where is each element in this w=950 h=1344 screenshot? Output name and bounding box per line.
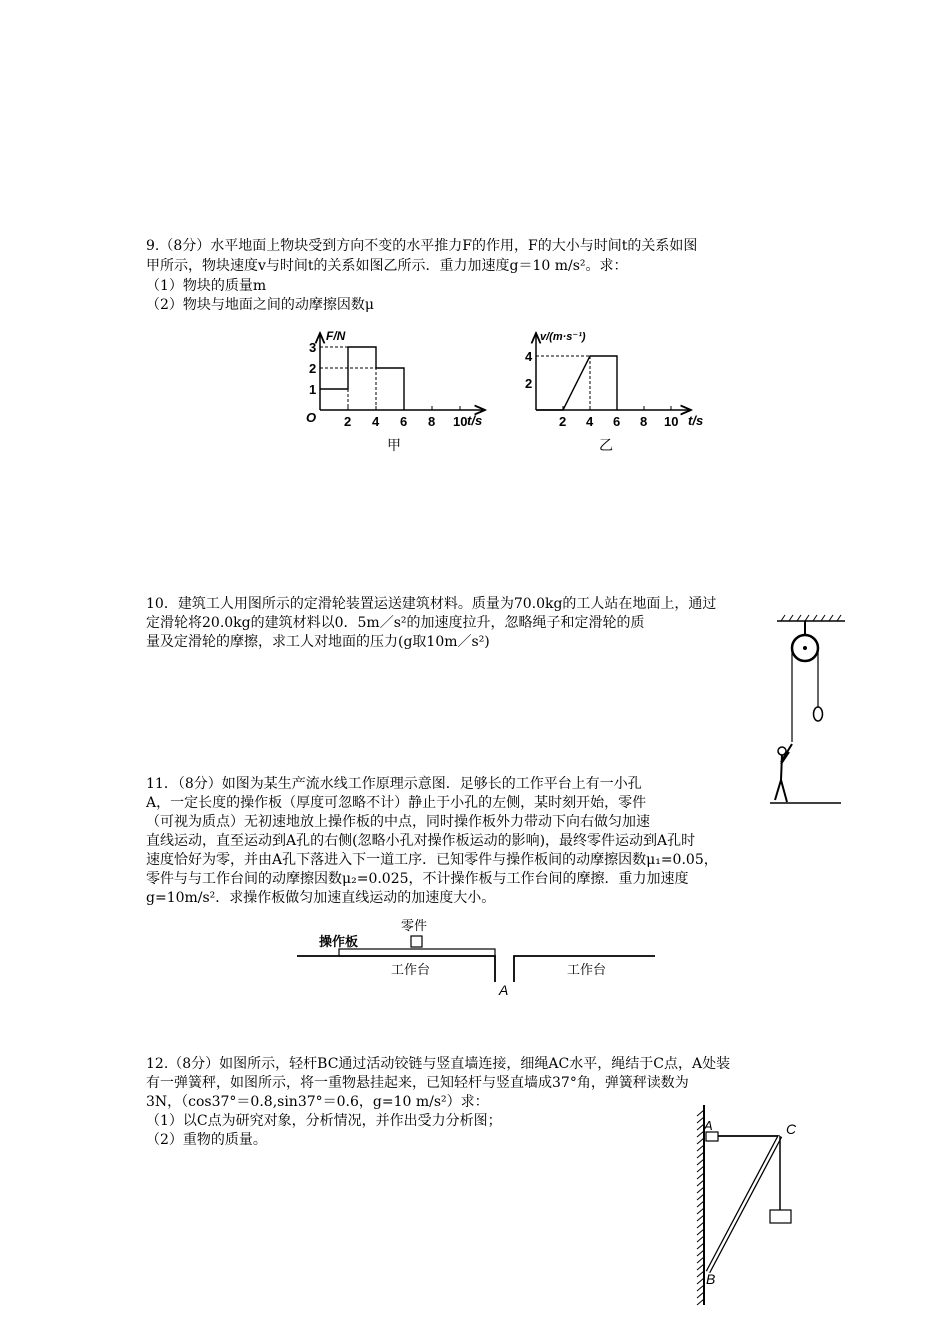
chartB-xtick-label-8: 8	[640, 414, 648, 429]
wall-hatch-mark	[697, 1285, 704, 1291]
chart-a-ylabel: F/N	[326, 329, 346, 343]
wall-hatch-mark	[697, 1229, 704, 1235]
pulley-axle	[803, 646, 807, 650]
point-c-label: C	[786, 1121, 797, 1137]
wall-hatch-mark	[697, 1187, 704, 1193]
spring-scale	[706, 1132, 718, 1141]
chartB-xtick-label-2: 2	[559, 414, 567, 429]
wall-hatch-mark	[697, 1145, 704, 1151]
wall-hatching	[697, 1110, 704, 1305]
q12-line-2: 有一弹簧秤，如图所示，将一重物悬挂起来，已知轻杆与竖直墙成37°角，弹簧秤读数为	[146, 1075, 689, 1091]
wall-hatch-mark	[697, 1215, 704, 1221]
chart-force-time	[300, 325, 500, 455]
hole-label: A	[499, 982, 509, 997]
q10-line-3: 量及定滑轮的摩擦，求工人对地面的压力(g取10m／s²)	[146, 634, 490, 650]
wall-hatch-mark	[697, 1152, 704, 1158]
rod-wall-figure	[680, 1100, 810, 1312]
chart-a-caption: 甲	[387, 437, 401, 453]
q9-line-4: （2）物块与地面之间的动摩擦因数μ	[146, 297, 375, 313]
wall-hatch-mark	[697, 1138, 704, 1144]
q11-line-7: g=10m/s²．求操作板做匀加速直线运动的加速度大小。	[146, 890, 496, 906]
chart-a-origin: O	[306, 410, 317, 425]
q12-line-4: （1）以C点为研究对象，分析情况，并作出受力分析图；	[146, 1113, 502, 1129]
wall-hatch-mark	[697, 1159, 704, 1165]
wall-hatch-mark	[697, 1271, 704, 1277]
q9-line-2: 甲所示，物块速度v与时间t的关系如图乙所示．重力加速度g＝10 m/s²。求：	[146, 258, 628, 274]
q10-line-2: 定滑轮将20.0kg的建筑材料以0．5m／s²的加速度拉升，忽略绳子和定滑轮的质	[146, 615, 645, 631]
wall-hatch-mark	[697, 1201, 704, 1207]
q9-line-3: （1）物块的质量m	[146, 278, 267, 294]
chartB-xtick-label-6: 6	[613, 414, 621, 429]
material-load	[814, 707, 823, 721]
q11-line-2: A，一定长度的操作板（厚度可忽略不计）静止于小孔的左侧，某时刻开始，零件	[146, 795, 647, 811]
q12-line-3: 3N，（cos37°＝0.8,sin37°＝0.6，g=10 m/s²）求：	[146, 1094, 489, 1110]
chartA-xtick-label-6: 6	[400, 414, 408, 429]
table-left-label: 工作台	[391, 962, 431, 977]
wall-hatch-mark	[697, 1292, 704, 1298]
q11-line-3: （可视为质点）无初速地放上操作板的中点，同时操作板外力带动下向右做匀加速	[146, 814, 650, 830]
wall-hatch-mark	[697, 1299, 704, 1305]
chartB-ytick-label-4: 4	[525, 349, 533, 364]
operation-board	[339, 949, 495, 956]
q9-line-1: 9.（8分）水平地面上物块受到方向不变的水平推力F的作用，F的大小与时间t的关系如图	[146, 238, 698, 254]
weight-block	[770, 1210, 791, 1223]
q10-line-1: 10．建筑工人用图所示的定滑轮装置运送建筑材料。质量为70.0kg的工人站在地面上，通过	[146, 596, 717, 612]
part-block	[411, 936, 422, 947]
chartB-ytick-label-2: 2	[525, 376, 533, 391]
wall-hatch-mark	[697, 1250, 704, 1256]
wall-hatch-mark	[697, 1194, 704, 1200]
wall-hatch-mark	[697, 1117, 704, 1123]
chartA-xtick-label-8: 8	[428, 414, 436, 429]
q12-line-5: （2）重物的质量。	[146, 1132, 267, 1148]
wall-hatch-mark	[697, 1222, 704, 1228]
chartA-ytick-label-3: 3	[309, 340, 317, 355]
chart-velocity-time	[516, 325, 716, 455]
board-label: 操作板	[319, 934, 359, 949]
wall-hatch-mark	[697, 1166, 704, 1172]
q11-line-5: 速度恰好为零，并由A孔下落进入下一道工序．已知零件与操作板间的动摩擦因数μ₁=0.05，	[146, 852, 718, 868]
wall-hatch-mark	[697, 1124, 704, 1130]
chart-b-series-v	[536, 356, 617, 410]
part-label: 零件	[401, 918, 428, 933]
wall-hatch-mark	[697, 1110, 704, 1116]
ceiling-hatching	[781, 615, 841, 621]
worker-body	[775, 744, 792, 802]
q11-line-1: 11．（8分）如图为某生产流水线工作原理示意图．足够长的工作平台上有一小孔	[146, 776, 642, 792]
q11-line-6: 零件与与工作台间的动摩擦因数μ₂=0.025，不计操作板与工作台间的摩擦．重力加速度	[146, 871, 689, 887]
wall-hatch-mark	[697, 1131, 704, 1137]
chartB-xtick-label-4: 4	[586, 414, 594, 429]
chartA-xtick-label-4: 4	[372, 414, 380, 429]
chart-a-series-f	[320, 347, 404, 410]
point-a-label: A	[704, 1118, 713, 1133]
q12-line-1: 12.（8分）如图所示，轻杆BC通过活动铰链与竖直墙连接，细绳AC水平，绳结于C点，A处装	[146, 1056, 731, 1072]
point-b-label: B	[706, 1271, 716, 1287]
wall-hatch-mark	[697, 1236, 704, 1242]
chartA-ytick-label-1: 1	[309, 382, 317, 397]
chart-b-caption: 乙	[599, 437, 613, 453]
q11-line-4: 直线运动，直至运动到A孔的右侧(忽略小孔对操作板运动的影响)，最终零件运动到A孔时	[146, 833, 696, 849]
workbench-figure	[295, 912, 660, 997]
chart-a-xlabel: t/s	[467, 413, 483, 428]
chartA-xtick-label-10: 10	[453, 414, 468, 429]
pulley-figure	[765, 612, 850, 812]
wall-hatch-mark	[697, 1264, 704, 1270]
chartB-xtick-label-10: 10	[664, 414, 679, 429]
chart-b-xlabel: t/s	[688, 413, 704, 428]
wall-hatch-mark	[697, 1278, 704, 1284]
chartA-xtick-label-2: 2	[344, 414, 352, 429]
chartA-ytick-label-2: 2	[309, 361, 317, 376]
wall-hatch-mark	[697, 1173, 704, 1179]
wall-hatch-mark	[697, 1180, 704, 1186]
chart-b-ylabel: v/(m·s⁻¹)	[540, 331, 586, 343]
wall-hatch-mark	[697, 1257, 704, 1263]
worker-head	[778, 747, 786, 755]
rod-bc-inner	[708, 1136, 780, 1272]
table-right-label: 工作台	[567, 962, 607, 977]
wall-hatch-mark	[697, 1243, 704, 1249]
wall-hatch-mark	[697, 1208, 704, 1214]
